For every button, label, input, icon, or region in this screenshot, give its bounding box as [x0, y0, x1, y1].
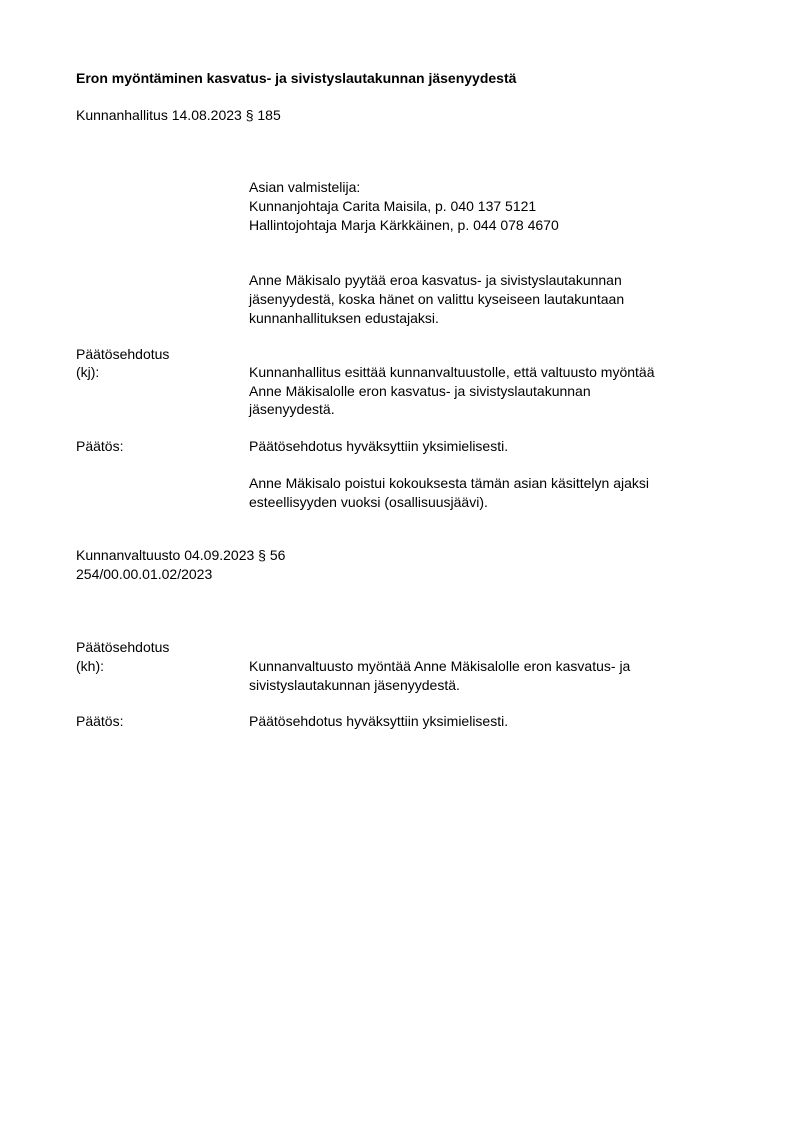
document-title: Eron myöntäminen kasvatus- ja sivistyslautakunnan jäsenyydestä [76, 70, 517, 86]
kv-proposal-sublabel: (kh): [76, 658, 104, 674]
kh-decision-text: Päätösehdotus hyväksyttiin yksimielisesti. [249, 438, 509, 454]
preparer-line: Kunnanjohtaja Carita Maisila, p. 040 137 5121 [249, 198, 537, 214]
kv-proposal-line: Kunnanvaltuusto myöntää Anne Mäkisalolle eron kasvatus- ja [249, 658, 631, 674]
kh-proposal-line: Anne Mäkisalolle eron kasvatus- ja sivistyslautakunnan [249, 383, 591, 399]
kv-proposal-line: sivistyslautakunnan jäsenyydestä. [249, 677, 460, 693]
description-line: kunnanhallituksen edustajaksi. [249, 310, 439, 326]
preparer-heading: Asian valmistelija: [249, 179, 361, 195]
kv-proposal-label: Päätösehdotus [76, 639, 170, 655]
kh-proposal-label: Päätösehdotus [76, 346, 170, 362]
kh-proposal-line: Kunnanhallitus esittää kunnanvaltuustolle, että valtuusto myöntää [249, 364, 655, 380]
kh-proposal-line: jäsenyydestä. [249, 401, 335, 417]
preparer-line: Hallintojohtaja Marja Kärkkäinen, p. 044 078 4670 [249, 217, 559, 233]
description-line: jäsenyydestä, koska hänet on valittu kyseiseen lautakuntaan [249, 291, 625, 307]
description-line: Anne Mäkisalo pyytää eroa kasvatus- ja sivistyslautakunnan [249, 272, 622, 288]
kh-proposal-sublabel: (kj): [76, 364, 100, 380]
kh-decision-note: Anne Mäkisalo poistui kokouksesta tämän asian käsittelyn ajaksi [249, 475, 649, 491]
kv-record-number: 254/00.00.01.02/2023 [76, 566, 213, 582]
kv-meeting-header: Kunnanvaltuusto 04.09.2023 § 56 [76, 547, 286, 563]
kh-decision-note: esteellisyyden vuoksi (osallisuusjäävi). [249, 494, 488, 510]
kh-meeting-header: Kunnanhallitus 14.08.2023 § 185 [76, 107, 281, 123]
kh-decision-label: Päätös: [76, 438, 124, 454]
kv-decision-text: Päätösehdotus hyväksyttiin yksimielisesti. [249, 713, 509, 729]
kv-decision-label: Päätös: [76, 713, 124, 729]
